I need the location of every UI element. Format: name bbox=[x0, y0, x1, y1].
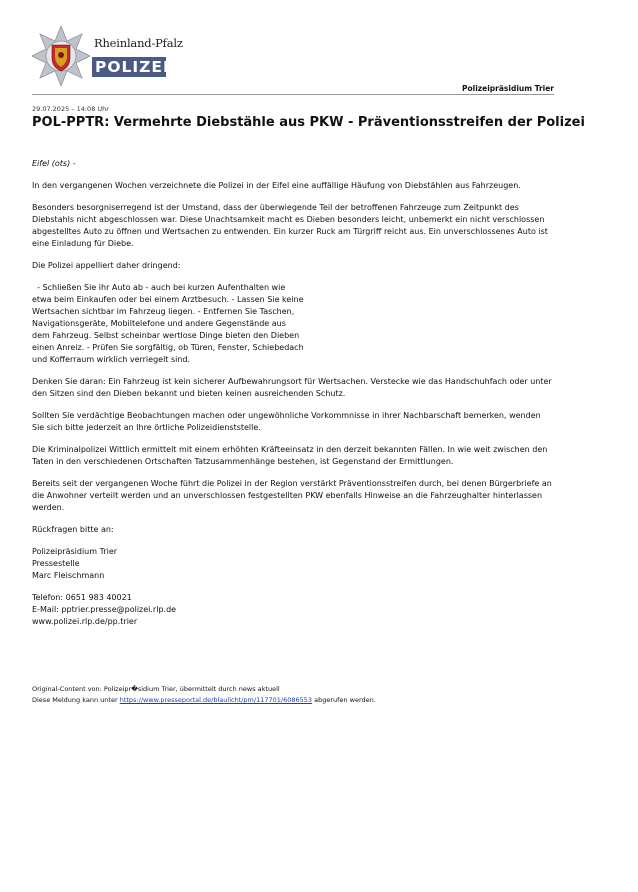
header-divider bbox=[32, 94, 554, 95]
office-name: Polizeipräsidium Trier bbox=[461, 84, 554, 93]
press-release-page bbox=[32, 0, 585, 704]
logo-state-name: Rheinland-Pfalz bbox=[94, 36, 183, 50]
contact-org: Polizeipräsidium Trier bbox=[32, 547, 118, 556]
paragraph: Bereits seit der vergangenen Woche führt die Polizei in der Region verstärkt Präventionsstreifen durch, bei denen Bürgerbriefe an die Anwohner verteilt werden und an unverschlossen festgestellten PKW ebenfalls Hinweise an die Fahrzeughalter hinterlassen werden. bbox=[32, 479, 552, 512]
original-content-note: Original-Content von: Polizeipr�sidium Trier, übermittelt durch news aktuell bbox=[32, 685, 280, 693]
police-star-icon bbox=[32, 26, 90, 86]
publish-date: 29.07.2025 – 14:08 Uhr bbox=[32, 105, 109, 113]
contact-name: Marc Fleischmann bbox=[32, 571, 105, 580]
paragraph: In den vergangenen Wochen verzeichnete die Polizei in der Eifel eine auffällige Häufung von Diebstählen aus Fahrzeugen. bbox=[32, 181, 521, 190]
page-footer bbox=[32, 684, 376, 706]
paragraph: Die Polizei appelliert daher dringend: bbox=[32, 261, 181, 270]
retrieval-note bbox=[32, 695, 376, 706]
contact-website[interactable]: www.polizei.rlp.de/pp.trier bbox=[32, 617, 138, 626]
logo-polizei-label: POLIZEI bbox=[92, 57, 166, 77]
retrieval-suffix: abgerufen werden. bbox=[314, 696, 376, 704]
paragraph: Sollten Sie verdächtige Beobachtungen machen oder ungewöhnliche Vorkommnisse in ihrer Nachbarschaft bemerken, wenden Sie sich bitte jederzeit an Ihre örtliche Polizeidienststelle. bbox=[32, 411, 541, 432]
article-title: POL-PPTR: Vermehrte Diebstähle aus PKW - Präventionsstreifen der Polizei bbox=[32, 115, 585, 130]
paragraph: Denken Sie daran: Ein Fahrzeug ist kein sicherer Aufbewahrungsort für Wertsachen. Verstecke wie das Handschuhfach oder unter den Sitzen sind den Dieben bekannt und bieten keinen ausreichenden Schutz. bbox=[32, 377, 552, 398]
page-header bbox=[32, 0, 554, 94]
police-logo bbox=[32, 26, 183, 86]
retrieval-prefix: Diese Meldung kann unter bbox=[32, 696, 118, 704]
advice-list: - Schließen Sie ihr Auto ab - auch bei kurzen Aufenthalten wie etwa beim Einkaufen oder bei einem Arztbesuch. - Lassen Sie keine Wertsachen sichtbar im Fahrzeug liegen. - Entfernen Sie Taschen, Navigationsgeräte, Mobiltelefone und andere Gegenstände aus dem Fahrzeug. Selbst scheinbar wertlose Dinge bieten den Dieben einen Anreiz. - Prüfen Sie sorgfältig, ob Türen, Fenster, Schiebedach und Kofferraum wirklich verriegelt sind. bbox=[32, 283, 307, 364]
article-body bbox=[32, 158, 554, 628]
contact-email[interactable]: E-Mail: pptrier.presse@polizei.rlp.de bbox=[32, 605, 177, 614]
paragraph: Die Kriminalpolizei Wittlich ermittelt mit einem erhöhten Kräfteeinsatz in den derzeit bekannten Fällen. In wie weit zwischen den Taten in den verschiedenen Ortschaften Tatzusammenhänge bestehen, ist Gegenstand der Ermittlungen. bbox=[32, 445, 548, 466]
contact-intro: Rückfragen bitte an: bbox=[32, 525, 114, 534]
presseportal-link[interactable]: https://www.presseportal.de/blaulicht/pm/117701/6086553 bbox=[119, 696, 313, 704]
dateline: Eifel (ots) - bbox=[32, 159, 76, 168]
contact-block bbox=[32, 546, 554, 628]
contact-phone: Telefon: 0651 983 40021 bbox=[32, 593, 132, 602]
paragraph: Besonders besorgniserregend ist der Umstand, dass der überwiegende Teil der betroffenen Fahrzeuge zum Zeitpunkt des Diebstahls nicht abgeschlossen war. Diese Unachtsamkeit macht es Dieben besonders leicht, unbemerkt ein nicht verschlossen abgestelltes Auto zu öffnen und Wertsachen zu entwenden. Ein kurzer Ruck am Türgriff reicht aus. Ein unverschlossenes Auto ist eine Einladung für Diebe. bbox=[32, 203, 548, 248]
contact-dept: Pressestelle bbox=[32, 559, 80, 568]
